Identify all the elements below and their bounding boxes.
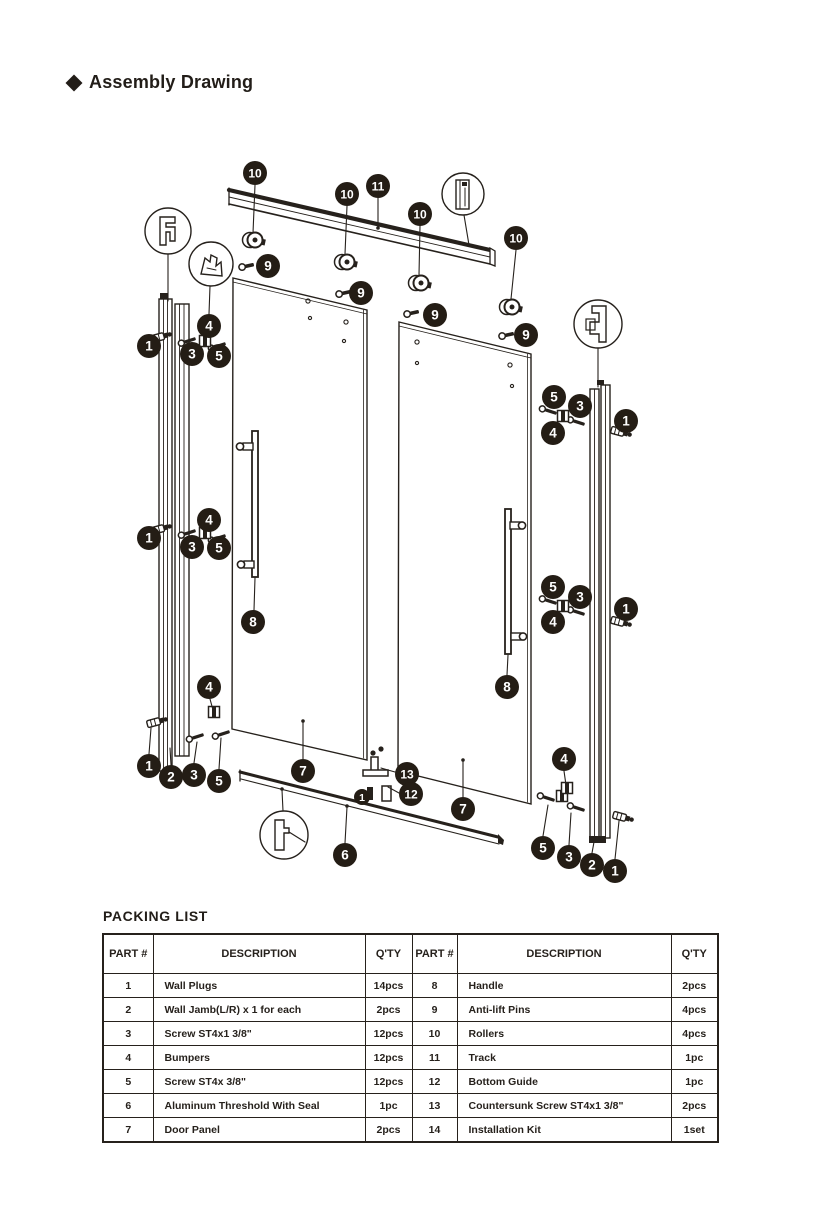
svg-text:7: 7 <box>299 763 307 779</box>
svg-text:4: 4 <box>205 512 213 528</box>
anti-lift-pin-part <box>238 261 254 270</box>
svg-text:9: 9 <box>522 327 530 343</box>
bumper-part <box>562 783 573 794</box>
svg-text:1: 1 <box>622 413 630 429</box>
callout-4 <box>197 314 221 338</box>
description-cell: Track <box>457 1046 671 1070</box>
qty-cell: 1pc <box>671 1046 718 1070</box>
callout-12 <box>399 782 423 806</box>
bumper-part <box>209 707 220 718</box>
callout-2 <box>159 765 183 789</box>
description-cell: Bumpers <box>153 1046 365 1070</box>
svg-text:5: 5 <box>215 348 223 364</box>
svg-text:8: 8 <box>249 614 257 630</box>
description-cell: Countersunk Screw ST4x1 3/8" <box>457 1094 671 1118</box>
svg-text:1: 1 <box>622 601 630 617</box>
part-cell: 8 <box>412 974 457 998</box>
qty-cell: 2pcs <box>671 1094 718 1118</box>
svg-text:4: 4 <box>549 425 557 441</box>
callout-10 <box>408 202 432 226</box>
callout-4 <box>541 610 565 634</box>
svg-text:13: 13 <box>400 767 414 782</box>
callout-6 <box>333 843 357 867</box>
bumper-detail <box>189 242 233 286</box>
callout-4 <box>197 675 221 699</box>
svg-text:3: 3 <box>565 849 573 865</box>
svg-text:3: 3 <box>190 767 198 783</box>
packing-row <box>103 974 718 998</box>
part-cell: 6 <box>103 1094 153 1118</box>
svg-text:5: 5 <box>215 540 223 556</box>
callout-4 <box>552 747 576 771</box>
callout-1 <box>137 334 161 358</box>
callout-4 <box>541 421 565 445</box>
svg-text:4: 4 <box>205 318 213 334</box>
wall-plug-part <box>612 811 634 823</box>
svg-text:4: 4 <box>205 679 213 695</box>
description-cell: Screw ST4x 3/8" <box>153 1070 365 1094</box>
svg-text:1: 1 <box>611 863 619 879</box>
callout-3 <box>182 763 206 787</box>
callout-8 <box>495 675 519 699</box>
description-cell: Bottom Guide <box>457 1070 671 1094</box>
callout-4 <box>197 508 221 532</box>
description-cell: Screw ST4x1 3/8" <box>153 1022 365 1046</box>
roller-part <box>335 255 358 270</box>
svg-text:3: 3 <box>576 589 584 605</box>
callout-5 <box>541 575 565 599</box>
qty-cell: 1pc <box>365 1094 412 1118</box>
qty-cell: 1set <box>671 1118 718 1143</box>
wall-jamb-right <box>589 380 610 843</box>
callout-1 <box>137 754 161 778</box>
part-cell: 11 <box>412 1046 457 1070</box>
callout-10 <box>504 226 528 250</box>
svg-text:8: 8 <box>503 679 511 695</box>
screw-part <box>567 416 586 427</box>
description-cell: Door Panel <box>153 1118 365 1143</box>
qty-cell: 2pcs <box>671 974 718 998</box>
qty-cell: 12pcs <box>365 1022 412 1046</box>
callout-13 <box>395 762 419 786</box>
part-cell: 12 <box>412 1070 457 1094</box>
packing-row <box>103 1022 718 1046</box>
svg-text:3: 3 <box>188 346 196 362</box>
description-cell: Rollers <box>457 1022 671 1046</box>
qty-cell: 4pcs <box>671 1022 718 1046</box>
svg-text:5: 5 <box>215 773 223 789</box>
svg-text:3: 3 <box>188 539 196 555</box>
description-cell: Aluminum Threshold With Seal <box>153 1094 365 1118</box>
anti-lift-pin-part <box>498 330 514 339</box>
packing-header-cell: Q'TY <box>671 934 718 974</box>
qty-cell: 12pcs <box>365 1046 412 1070</box>
wall-jamb-section-detail <box>145 208 191 254</box>
svg-text:5: 5 <box>550 389 558 405</box>
jamb-section-right-detail <box>574 300 622 348</box>
callout-9 <box>423 303 447 327</box>
roller-part <box>500 300 523 315</box>
callout-10 <box>335 182 359 206</box>
callout-7 <box>451 797 475 821</box>
callout-5 <box>207 344 231 368</box>
part-cell: 14 <box>412 1118 457 1143</box>
packing-table-body <box>103 974 718 1143</box>
bumper-part <box>558 601 569 612</box>
description-cell: Wall Jamb(L/R) x 1 for each <box>153 998 365 1022</box>
qty-cell: 12pcs <box>365 1070 412 1094</box>
page-title: Assembly Drawing <box>89 72 254 92</box>
part-cell: 1 <box>103 974 153 998</box>
svg-text:1: 1 <box>145 758 153 774</box>
packing-list-title: PACKING LIST <box>103 908 208 924</box>
description-cell: Wall Plugs <box>153 974 365 998</box>
track-end-detail <box>442 173 484 215</box>
qty-cell: 2pcs <box>365 998 412 1022</box>
callout-3 <box>568 394 592 418</box>
callout-1 <box>614 597 638 621</box>
svg-text:11: 11 <box>371 179 385 194</box>
packing-header-cell: DESCRIPTION <box>457 934 671 974</box>
part-cell: 3 <box>103 1022 153 1046</box>
packing-header-cell: PART # <box>103 934 153 974</box>
callout-3 <box>557 845 581 869</box>
packing-row <box>103 1046 718 1070</box>
callout-3 <box>568 585 592 609</box>
svg-text:1: 1 <box>359 791 365 804</box>
svg-text:9: 9 <box>264 258 272 274</box>
svg-text:9: 9 <box>431 307 439 323</box>
callout-9 <box>256 254 280 278</box>
description-cell: Installation Kit <box>457 1118 671 1143</box>
packing-header-cell: Q'TY <box>365 934 412 974</box>
callout-1 <box>603 859 627 883</box>
callout-3 <box>180 535 204 559</box>
svg-text:3: 3 <box>576 398 584 414</box>
callout-8 <box>241 610 265 634</box>
packing-table-head <box>103 934 718 974</box>
part-cell: 4 <box>103 1046 153 1070</box>
callout-9 <box>349 281 373 305</box>
callout-10 <box>243 161 267 185</box>
packing-row <box>103 1094 718 1118</box>
svg-text:10: 10 <box>340 187 354 202</box>
svg-text:4: 4 <box>549 614 557 630</box>
part-cell: 10 <box>412 1022 457 1046</box>
packing-row <box>103 1118 718 1143</box>
part-cell: 13 <box>412 1094 457 1118</box>
packing-table <box>102 933 719 1143</box>
callout-1 <box>137 526 161 550</box>
packing-header-cell: DESCRIPTION <box>153 934 365 974</box>
part-cell: 5 <box>103 1070 153 1094</box>
packing-row <box>103 998 718 1022</box>
description-cell: Anti-lift Pins <box>457 998 671 1022</box>
part-cell: 7 <box>103 1118 153 1143</box>
svg-text:7: 7 <box>459 801 467 817</box>
svg-text:9: 9 <box>357 285 365 301</box>
svg-text:1: 1 <box>145 338 153 354</box>
qty-cell: 2pcs <box>365 1118 412 1143</box>
svg-text:10: 10 <box>413 207 427 222</box>
threshold-section-detail <box>260 811 308 859</box>
svg-text:10: 10 <box>248 166 262 181</box>
svg-text:1: 1 <box>145 530 153 546</box>
part-cell: 2 <box>103 998 153 1022</box>
svg-text:5: 5 <box>539 840 547 856</box>
part-cell: 9 <box>412 998 457 1022</box>
svg-text:2: 2 <box>167 769 175 785</box>
callout-5 <box>207 769 231 793</box>
screw-part <box>567 802 586 813</box>
roller-part <box>409 276 432 291</box>
screw-part <box>537 792 556 803</box>
packing-header-cell: PART # <box>412 934 457 974</box>
callout-5 <box>207 536 231 560</box>
callout-11 <box>366 174 390 198</box>
svg-text:6: 6 <box>341 847 349 863</box>
anti-lift-pin-part <box>403 308 419 317</box>
roller-part <box>243 233 266 248</box>
callout-1 <box>614 409 638 433</box>
bumper-part <box>558 411 569 422</box>
callout-2 <box>580 853 604 877</box>
qty-cell: 14pcs <box>365 974 412 998</box>
svg-text:12: 12 <box>404 787 418 802</box>
svg-text:2: 2 <box>588 857 596 873</box>
svg-text:10: 10 <box>509 231 523 246</box>
callout-7 <box>291 759 315 783</box>
packing-row <box>103 1070 718 1094</box>
qty-cell: 1pc <box>671 1070 718 1094</box>
callout-3 <box>180 342 204 366</box>
packing-list-section <box>102 908 720 1143</box>
callout-5 <box>542 385 566 409</box>
svg-text:4: 4 <box>560 751 568 767</box>
qty-cell: 4pcs <box>671 998 718 1022</box>
callout-9 <box>514 323 538 347</box>
svg-text:5: 5 <box>549 579 557 595</box>
callout-1 <box>354 789 370 805</box>
callout-5 <box>531 836 555 860</box>
description-cell: Handle <box>457 974 671 998</box>
